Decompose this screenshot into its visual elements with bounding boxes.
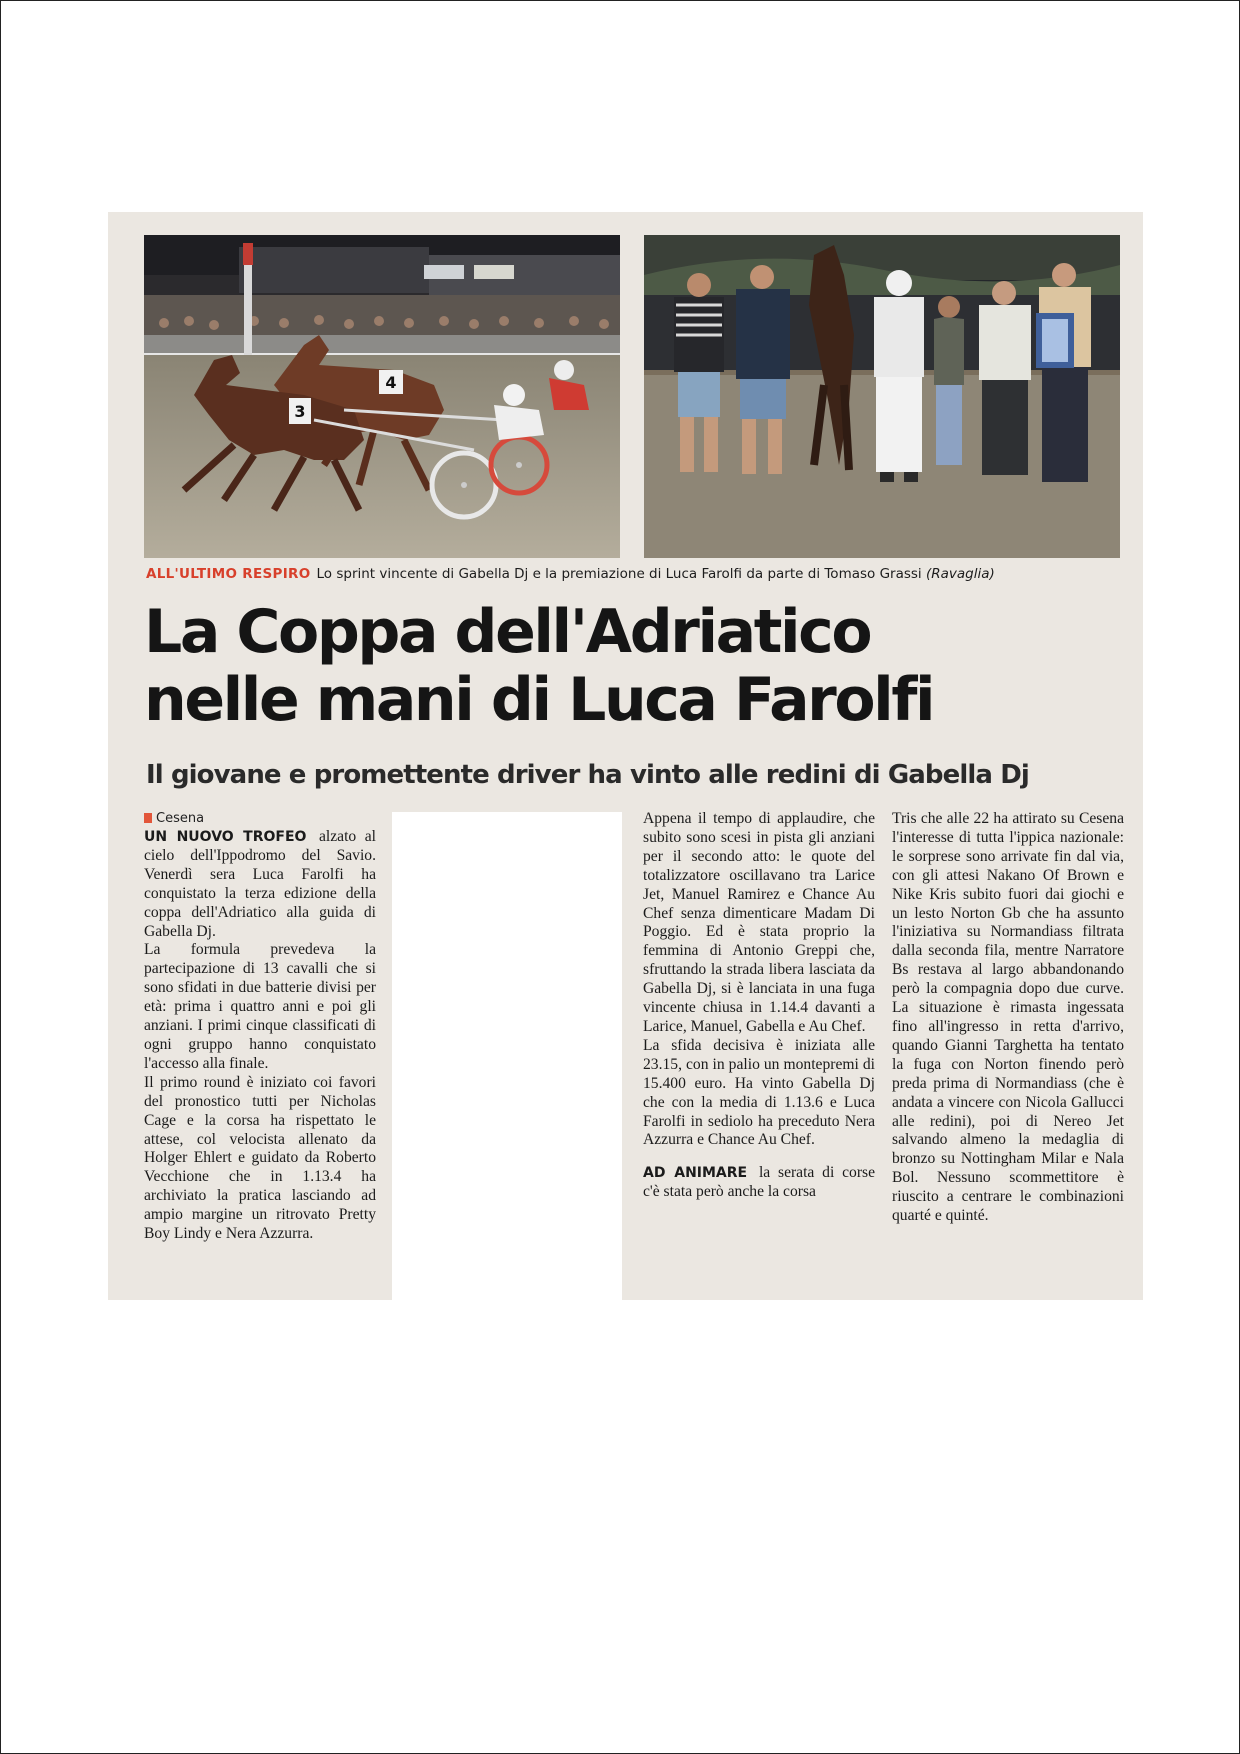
award-photo-image [644,235,1120,558]
dateline [144,810,376,828]
race-photo-image [144,235,620,558]
section-gap [643,1150,875,1164]
paragraph: La sfida decisiva è iniziata alle 23.15, con in palio un montepremi di 15.400 euro. Ha vinto Gabella Dj che con la media di 1.13.6 e Luca Farolfi in sediolo ha preceduto Nera Azzurra e Chance Au Chef. [643,1036,875,1149]
paragraph: Appena il tempo di applaudire, che subito sono scesi in pista gli anziani per il secondo atto: le quote del totalizzatore oscillavano tra Larice Jet, Manuel Ramirez e Chance Au Chef senza dimenticare Madam Di Poggio. Ed è stata proprio la femmina di Antonio Greppi che, sfruttando la strada libera lasciata da Gabella Dj, si è lanciata in una fuga vincente chiusa in 1.14.4 davanti a Larice, Manuel, Gabella e Au Chef. [643,810,875,1035]
paragraph [643,1164,875,1202]
blank-column-area [392,812,622,1300]
headline-line-2: nelle mani di Luca Farolfi [144,665,934,735]
photo-caption [146,566,1136,582]
paragraph-text: alzato al cielo dell'Ippodromo del Savio. Venerdì sera Luca Farolfi ha conquistato la terza edizione della coppa dell'Adriatico alla guida di Gabella Dj. [144,828,376,940]
paragraph: Il primo round è iniziato coi favori del pronostico tutti per Nicholas Cage e la corsa ha rispettato le attese, col velocista allenato da Holger Ehlert e guidato da Roberto Vecchione che in 1.13.4 ha archiviato la pratica lasciando ad ampio margine un ritrovato Pretty Boy Lindy e Nera Azzurra. [144,1073,376,1243]
dateline-marker-icon [144,813,152,823]
caption-kicker: ALL'ULTIMO RESPIRO [146,566,311,582]
headline-line-1: La Coppa dell'Adriatico [144,597,871,667]
caption-text: Lo sprint vincente di Gabella Dj e la premiazione di Luca Farolfi da parte di Tomaso Grassi [316,566,922,582]
paragraph-text: la serata di corse c'è stata però anche la corsa [643,1164,876,1201]
bib-number-front: 3 [294,402,306,421]
dateline-text: Cesena [156,811,205,826]
subheadline: Il giovane e promettente driver ha vinto alle redini di Gabella Dj [146,760,1029,790]
race-photo [144,235,620,558]
paragraph [144,828,376,941]
photo-credit: (Ravaglia) [925,566,995,582]
paragraph: La formula prevedeva la partecipazione di 13 cavalli che si sono sfidati in due batterie divisi per età: prima i quattro anni e poi gli anziani. I primi cinque classificati di ogni gruppo hanno conquistato l'accesso alla finale. [144,941,376,1072]
lead-in: AD ANIMARE [643,1165,748,1182]
article-column-3 [892,810,1124,1226]
award-photo [644,235,1120,558]
article-column-1 [144,810,376,1244]
paragraph: Tris che alle 22 ha attirato su Cesena l'interesse di tutta l'ippica nazionale: le sorprese sono arrivate fin dal via, con gli attesi Nakano Of Brown e Nike Kris subito fuori dai giochi e un lesto Norton Gb che ha assunto l'iniziativa su Normandiass filtrata dalla seconda fila, mentre Narratore Bs restava al largo abbandonando però la compagnia dopo due curve. La situazione è rimasta ingessata fino all'ingresso in retta d'arrivo, quando Gianni Targhetta ha tentato la fuga con Norton finendo però preda prima di Normandiass (che è andata a vincere con Nicola Gallucci alle redini), poi di Nereo Jet salvando almeno la medaglia di bronzo su Nottingham Milar e Nala Bol. Nessuno scommettitore è riuscito a centrare le combinazioni quarté e quinté. [892,810,1124,1225]
headline [144,598,1134,734]
bib-number-rear: 4 [385,373,397,392]
lead-in: UN NUOVO TROFEO [144,829,307,845]
article-column-2 [643,810,875,1202]
